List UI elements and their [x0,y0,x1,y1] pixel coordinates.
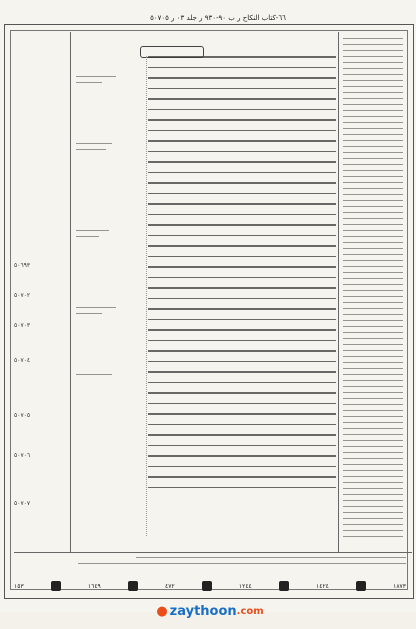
footer-ref: ١٤٢٤ [316,582,329,590]
watermark-logo [156,596,264,626]
watermark-domain: .com [236,605,264,617]
footer-ref: ٤٧٢ [165,582,175,590]
main-hadith-text [148,56,336,536]
side-reference: ٥٠٧٠٣ [14,322,31,329]
watermark-brand: zaythoon [169,603,237,619]
footer-reference-bar [14,578,406,594]
footer-marker [202,581,212,591]
side-reference: ٥٠٧٠٥ [14,412,31,419]
footer-marker [128,581,138,591]
left-margin-references [12,32,71,552]
side-reference: ٥٠٧٠٢ [14,292,31,299]
footer-ref: ١٨٧٣ [393,582,406,590]
watermark-dot-icon: ● [156,603,168,619]
running-header: ٦٦-كتاب النكاح ر ب ٩٠-٩٣٠ ر جلد ٠٣ ر ٥٠٧٠٥ [150,14,286,22]
side-reference: ٥٠٦٩٣ [14,262,31,269]
right-margin-notes [338,32,407,552]
side-reference: ٥٠٧٠٤ [14,357,31,364]
side-reference: ٥٠٧٠٦ [14,452,31,459]
footer-marker [356,581,366,591]
footer-marker [51,581,61,591]
interlinear-gloss-column [72,56,147,536]
footer-ref: ١٢٤٤ [238,582,252,590]
footer-ref: ١٥٣ [14,582,24,590]
side-reference: ٥٠٧٠٧ [14,500,31,507]
footer-ref: ١٦٤٩ [87,582,101,590]
footer-marker [279,581,289,591]
